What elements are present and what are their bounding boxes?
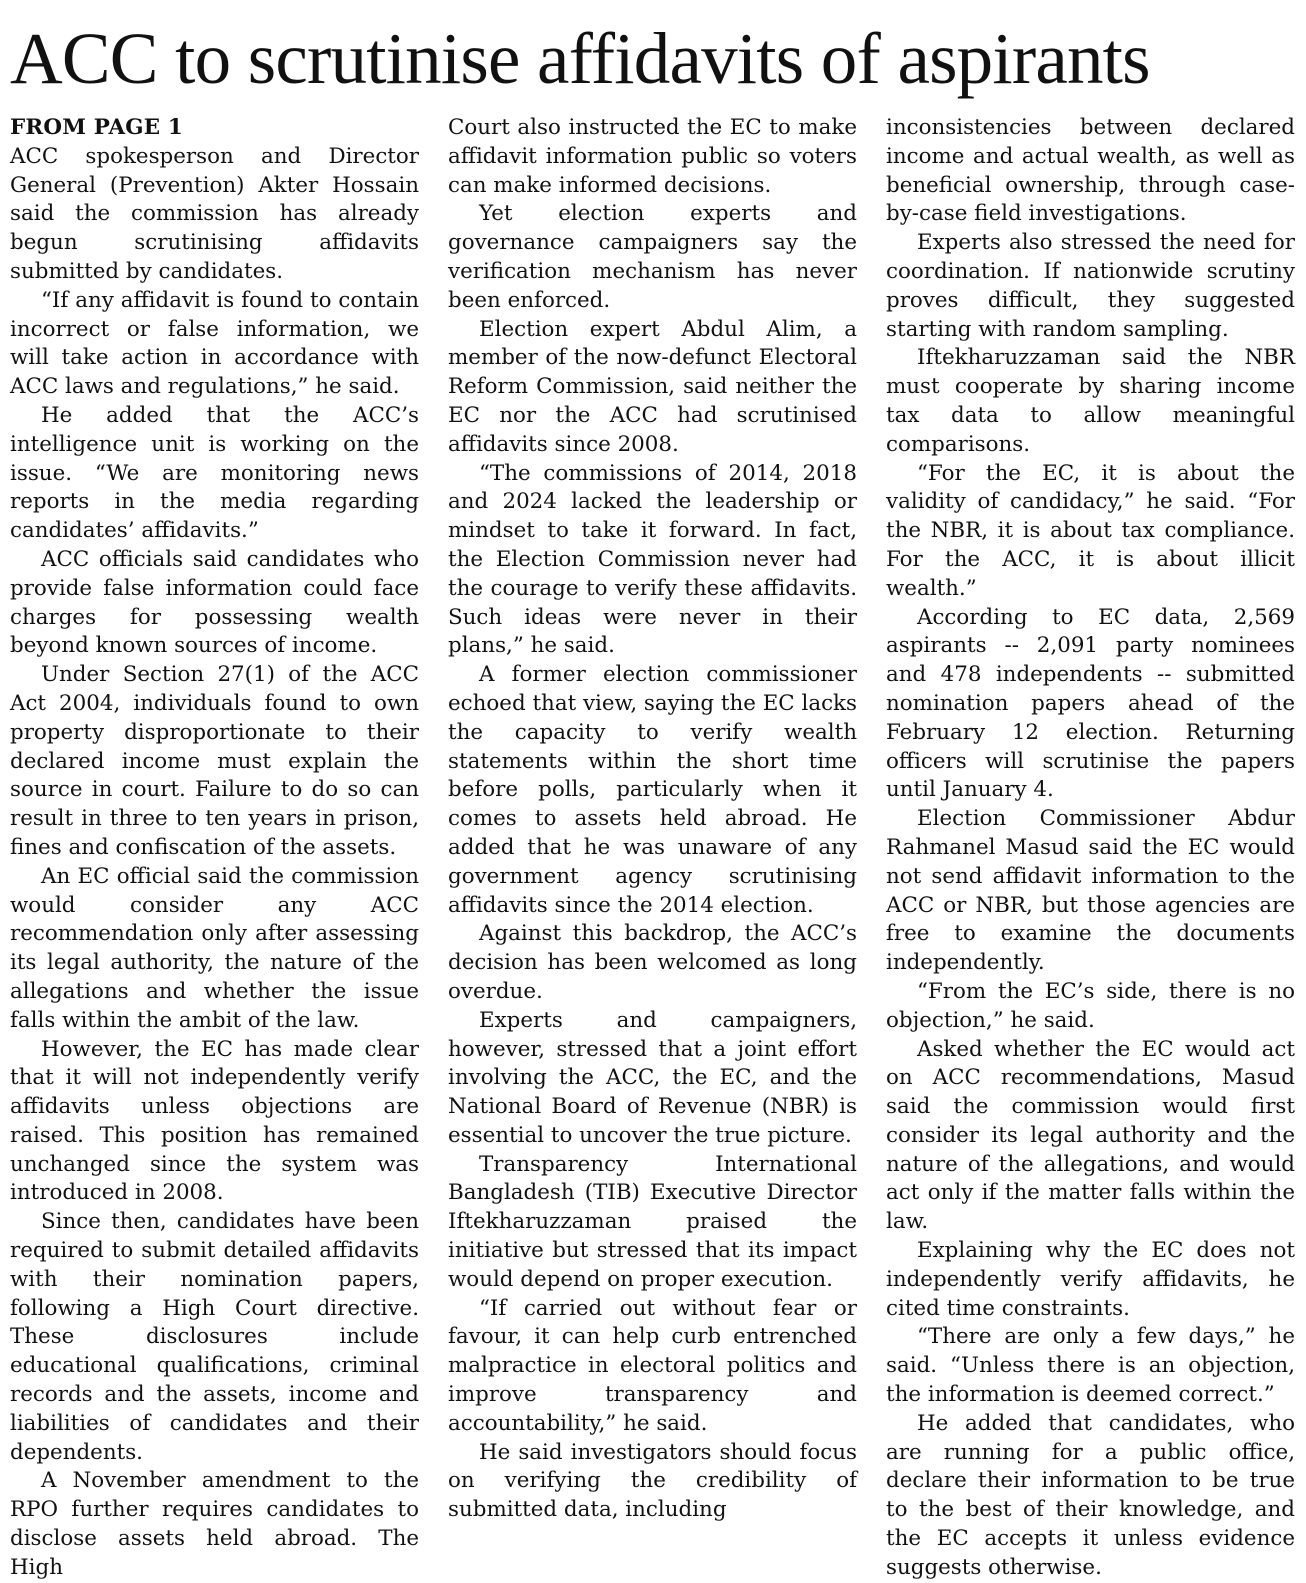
paragraph: “The commissions of 2014, 2018 and 2024 lacked the leadership or mindset to take it forward. In fact, the Election Commission never had the courage to verify these affidavits. Such ideas were never in their plans,” he said.: [448, 460, 857, 659]
paragraph: Iftekharuzzaman said the NBR must cooperate by sharing income tax data to allow meaningful comparisons.: [886, 345, 1295, 457]
paragraph: Explaining why the EC does not independently verify affidavits, he cited time constraints.: [886, 1238, 1295, 1321]
paragraph: Against this backdrop, the ACC’s decision has been welcomed as long overdue.: [448, 921, 857, 1004]
headline: ACC to scrutinise affidavits of aspirants: [10, 18, 1150, 99]
paragraph: Court also instructed the EC to make affidavit information public so voters can make informed decisions.: [448, 115, 857, 198]
paragraph: ACC spokesperson and Director General (Prevention) Akter Hossain said the commission has already begun scrutinising affidavits submitted by candidates.: [10, 143, 419, 284]
paragraph: He added that the ACC’s intelligence unit is working on the issue. “We are monitoring news reports in the media regarding candidates’ affidavits.”: [10, 402, 419, 544]
paragraph: Election Commissioner Abdur Rahmanel Masud said the EC would not send affidavit information to the ACC or NBR, but those agencies are free to examine the documents independently.: [886, 806, 1295, 976]
paragraph: Under Section 27(1) of the ACC Act 2004, individuals found to own property disproportionate to their declared income must explain the source in court. Failure to do so can result in three to ten years in prison, fines and confiscation of the assets.: [10, 662, 419, 860]
paragraph: Since then, candidates have been required to submit detailed affidavits with their nomination papers, following a High Court directive. These disclosures include educational qualifications, criminal records and the assets, income and liabilities of candidates and their dependents.: [10, 1209, 419, 1465]
paragraph: “For the EC, it is about the validity of candidacy,” he said. “For the NBR, it is about tax compliance. For the ACC, it is about illicit wealth.”: [886, 460, 1295, 601]
paragraph: Election expert Abdul Alim, a member of the now-defunct Electoral Reform Commission, said neither the EC nor the ACC had scrutinised affidavits since 2008.: [448, 316, 857, 457]
paragraph: “There are only a few days,” he said. “Unless there is an objection, the information is deemed correct.”: [886, 1324, 1295, 1408]
paragraph: inconsistencies between declared income and actual wealth, as well as beneficial ownership, through case-by-case field investigations.: [886, 115, 1295, 227]
paragraph: “If any affidavit is found to contain incorrect or false information, we will take action in accordance with ACC laws and regulations,” he said.: [10, 287, 419, 400]
paragraph: “If carried out without fear or favour, it can help curb entrenched malpractice in electoral politics and improve transparency and accountability,” he said.: [448, 1295, 857, 1436]
article-body: [10, 114, 1296, 1583]
paragraph: “From the EC’s side, there is no objection,” he said.: [886, 978, 1295, 1033]
column-1: [10, 114, 419, 1583]
paragraph: ACC officials said candidates who provide false information could face charges for possessing wealth beyond known sources of income.: [10, 546, 419, 659]
paragraph: Yet election experts and governance campaigners say the verification mechanism has never been enforced.: [448, 201, 857, 313]
paragraph: He said investigators should focus on verifying the credibility of submitted data, including: [448, 1439, 857, 1523]
paragraph: Asked whether the EC would act on ACC recommendations, Masud said the commission would first consider its legal authority and the nature of the allegations, and would act only if the matter falls within the law.: [886, 1036, 1295, 1235]
column-3: [886, 114, 1295, 1583]
paragraph: An EC official said the commission would consider any ACC recommendation only after assessing its legal authority, the nature of the allegations and whether the issue falls within the ambit of the law.: [10, 863, 419, 1033]
paragraph: According to EC data, 2,569 aspirants -- 2,091 party nominees and 478 independents -- submitted nomination papers ahead of the February 12 election. Returning officers will scrutinise the papers until January 4.: [886, 604, 1295, 803]
paragraph: Transparency International Bangladesh (TIB) Executive Director Iftekharuzzaman praised the initiative but stressed that its impact would depend on proper execution.: [448, 1151, 857, 1292]
paragraph: He added that candidates, who are running for a public office, declare their information to be true to the best of their knowledge, and the EC accepts it unless evidence suggests otherwise.: [886, 1410, 1295, 1580]
paragraph: A former election commissioner echoed that view, saying the EC lacks the capacity to verify wealth statements within the short time before polls, particularly when it comes to assets held abroad. He added that he was unaware of any government agency scrutinising affidavits since the 2014 election.: [448, 662, 857, 918]
paragraph: However, the EC has made clear that it will not independently verify affidavits unless objections are raised. This position has remained unchanged since the system was introduced in 2008.: [10, 1036, 419, 1206]
paragraph: Experts and campaigners, however, stressed that a joint effort involving the ACC, the EC, and the National Board of Revenue (NBR) is essential to uncover the true picture.: [448, 1007, 857, 1148]
kicker: FROM PAGE 1: [10, 115, 183, 140]
paragraph: Experts also stressed the need for coordination. If nationwide scrutiny proves difficult, they suggested starting with random sampling.: [886, 230, 1295, 342]
paragraph: A November amendment to the RPO further requires candidates to disclose assets held abroad. The High: [10, 1468, 419, 1580]
column-2: [448, 114, 857, 1583]
